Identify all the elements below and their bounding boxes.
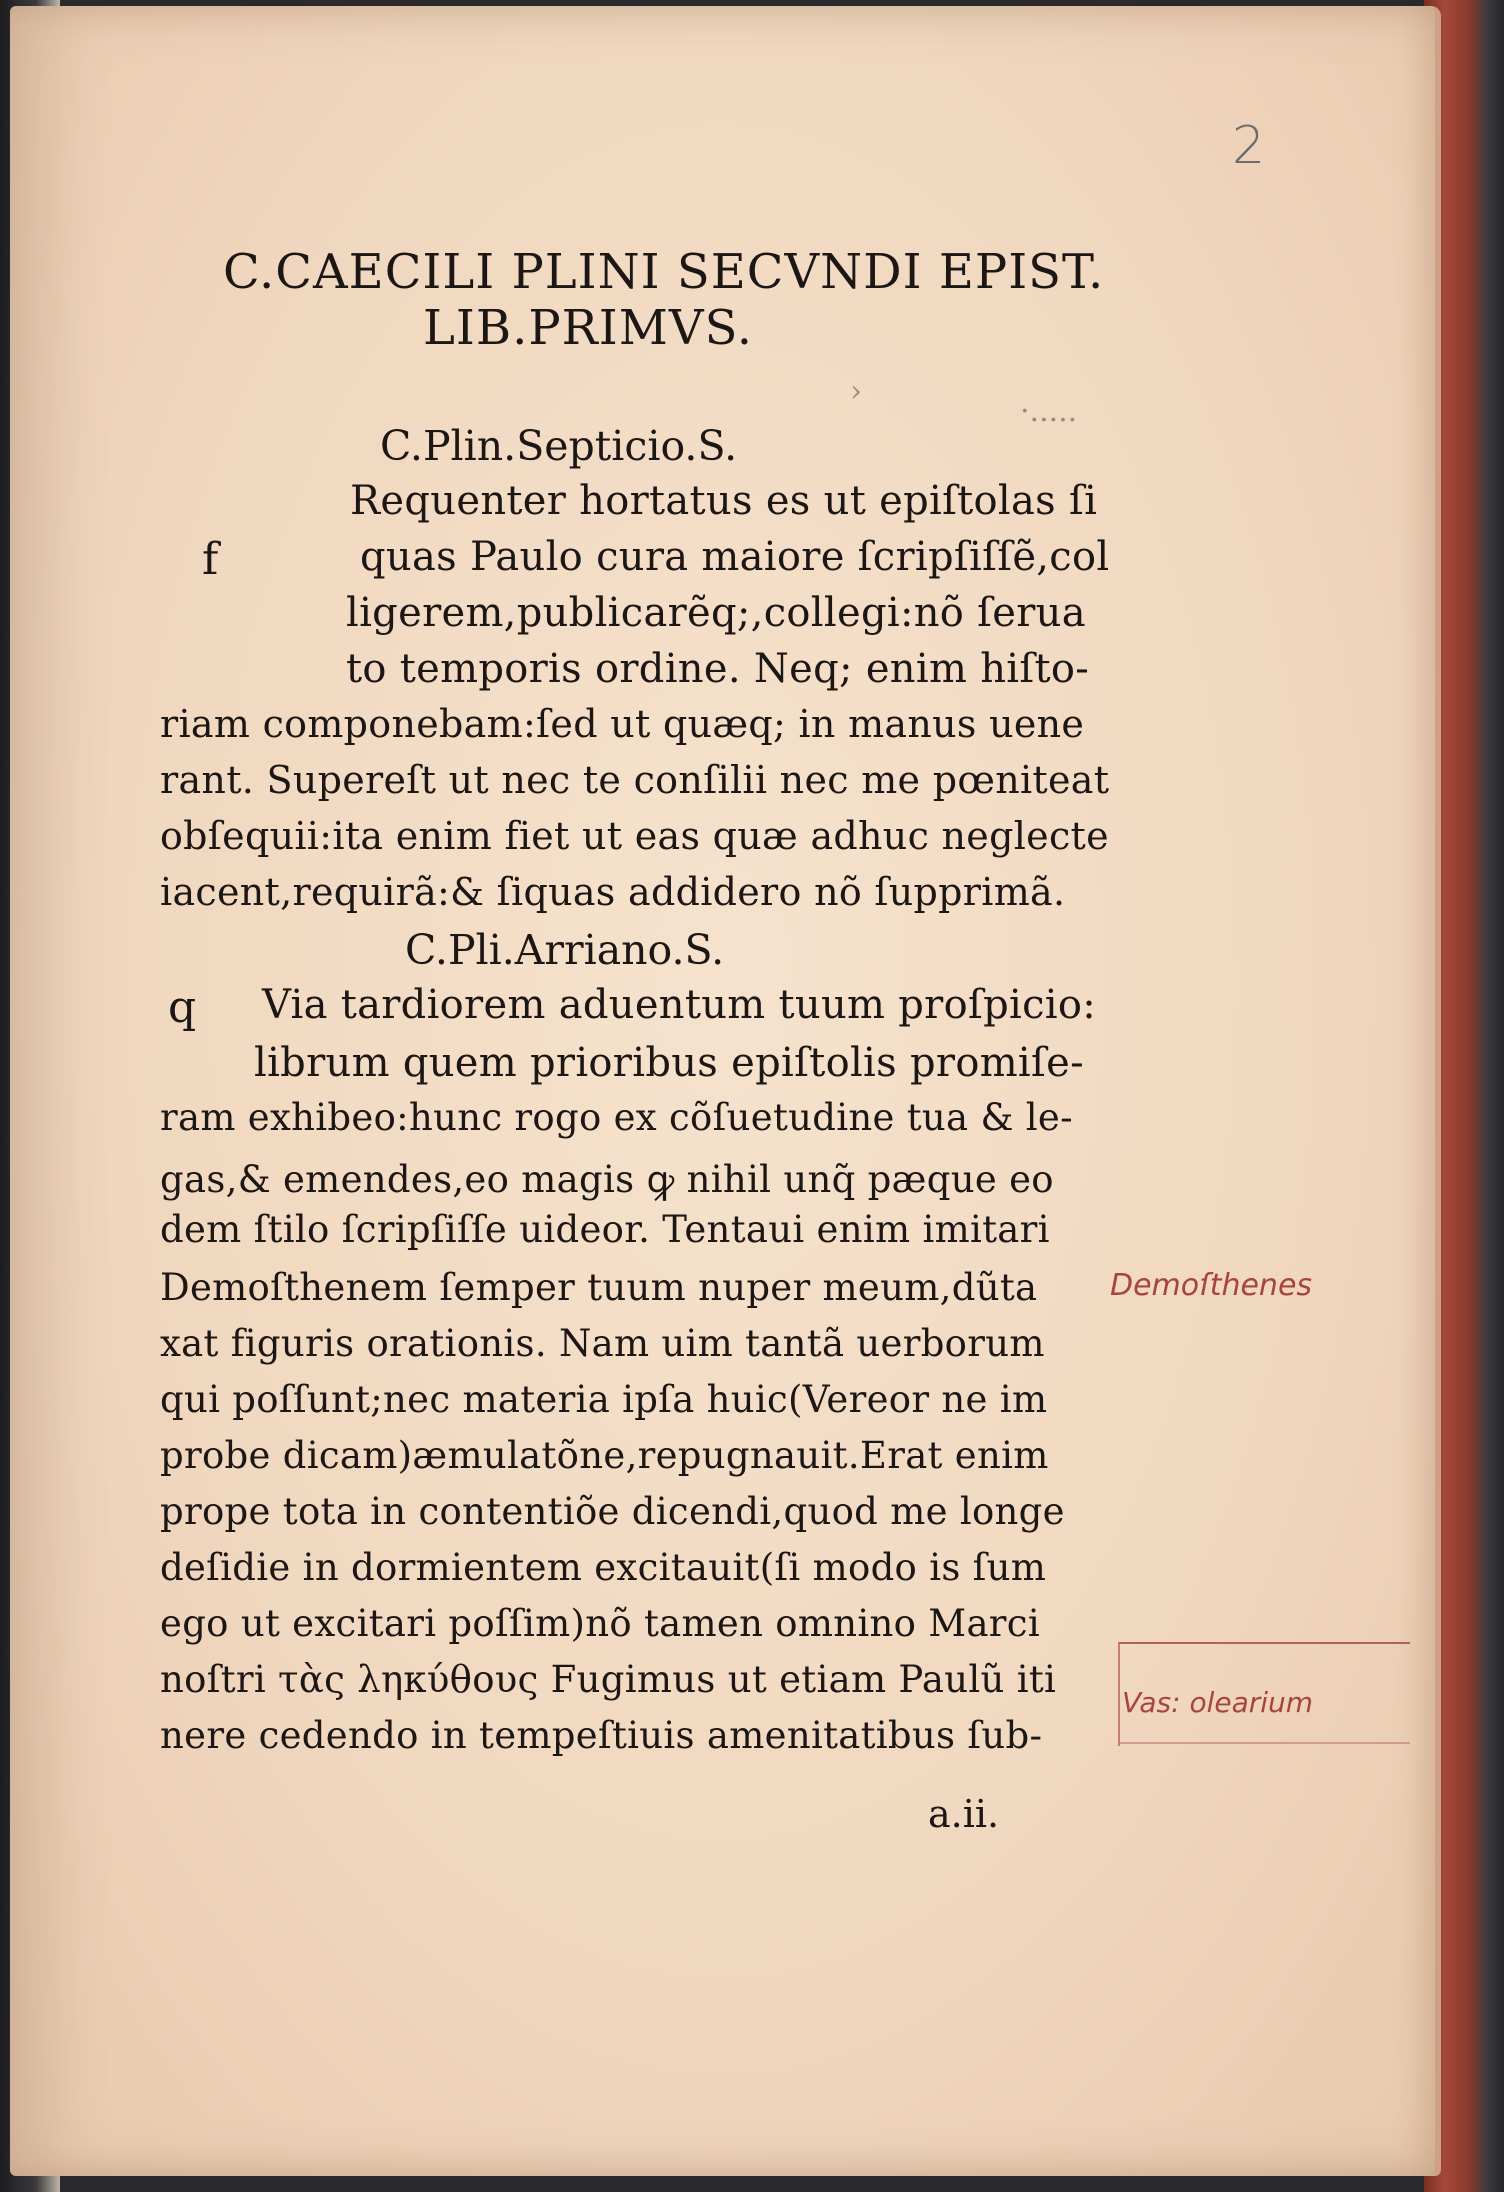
bleed-mark: ·..... xyxy=(1020,394,1078,429)
letter2-line: ram exhibeo:hunc rogo ex cõſuetudine tua & le- xyxy=(160,1096,1073,1139)
margin-note-bracket-underline xyxy=(1120,1742,1410,1744)
margin-note-vas-olearium: Vas: olearium xyxy=(1122,1686,1314,1719)
letter2-line: Demoſthenem ſemper tuum nuper meum,dũta xyxy=(160,1266,1038,1309)
letter2-line: gas,& emendes,eo magis ꝙ nihil unq̃ pæque eo xyxy=(160,1158,1054,1201)
letter1-line: Requenter hortatus es ut epiſtolas ſi xyxy=(350,478,1098,524)
letter2-heading: C.Pli.Arriano.S. xyxy=(405,926,725,974)
letter1-heading: C.Plin.Septicio.S. xyxy=(380,422,738,470)
letter2-line: deſidie in dormientem excitauit(ſi modo is ſum xyxy=(160,1546,1047,1589)
letter1-line: riam componebam:ſed ut quæq; in manus uene xyxy=(160,702,1085,746)
letter2-line: noſtri τὰς ληκύθους Fugimus ut etiam Paulũ iti xyxy=(160,1658,1057,1701)
letter2-line: prope tota in contentiõe dicendi,quod me longe xyxy=(160,1490,1065,1533)
book-page xyxy=(10,6,1441,2176)
letter2-line: probe dicam)æmulatõne,repugnauit.Erat enim xyxy=(160,1434,1049,1477)
letter2-line: librum quem prioribus epiſtolis promiſe- xyxy=(254,1040,1084,1086)
running-title xyxy=(223,244,1104,356)
letter2-line: qui poſſunt;nec materia ipſa huic(Vereor ne im xyxy=(160,1378,1048,1421)
margin-note-demosthenes: Demoſthenes xyxy=(1110,1268,1313,1303)
letter1-line: rant. Supereſt ut nec te conſilii nec me pœniteat xyxy=(160,758,1110,802)
letter1-line: ligerem,publicarẽq;,collegi:nõ ſerua xyxy=(346,590,1086,636)
letter1-line: obſequii:ita enim fiet ut eas quæ adhuc neglecte xyxy=(160,814,1109,858)
letter2-line: nere cedendo in tempeſtiuis amenitatibus ſub- xyxy=(160,1714,1043,1757)
bleed-mark: › xyxy=(850,374,862,409)
signature-mark: a.ii. xyxy=(928,1792,1000,1836)
letter1-line: to temporis ordine. Neq; enim hiſto- xyxy=(346,646,1090,692)
letter2-line: Via tardiorem aduentum tuum proſpicio: xyxy=(262,982,1097,1028)
letter2-line: xat figuris orationis. Nam uim tantã uerborum xyxy=(160,1322,1045,1365)
running-title-line2: LIB.PRIMVS. xyxy=(423,300,754,356)
folio-number: 2 xyxy=(1232,116,1266,176)
running-title-line1: C.CAECILI PLINI SECVNDI EPIST. xyxy=(223,244,1105,300)
letter2-line: ego ut excitari poſſim)nõ tamen omnino Marci xyxy=(160,1602,1040,1645)
letter1-line: quas Paulo cura maiore ſcripſiſſẽ,col xyxy=(360,534,1110,580)
letter1-guide-letter: f xyxy=(202,534,219,585)
letter1-line: iacent,requirã:& ſiquas addidero nõ ſupprimã. xyxy=(160,870,1066,914)
letter2-guide-letter: q xyxy=(168,982,197,1033)
letter2-line: dem ſtilo ſcripſiſſe uideor. Tentaui enim imitari xyxy=(160,1208,1050,1251)
